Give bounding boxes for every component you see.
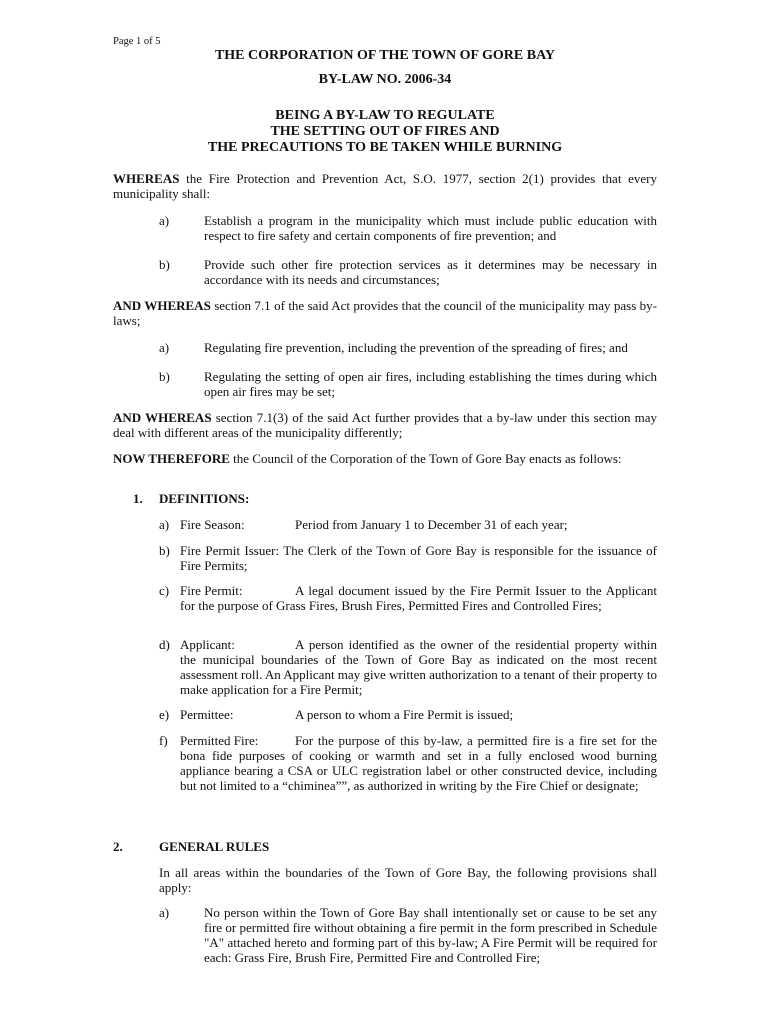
definition-term: Permitted Fire: [180,733,259,748]
therefore-paragraph [113,451,657,466]
definition-text: A person identified as the owner of the residential property within the municipal boundaries of the Town of Gore Bay as indicated on the most recent assessment roll. An Applicant may give written authorization to a tenant of their property to make application for a Fire Permit; [180,637,657,697]
definition-label: e) [159,707,170,722]
whereas-paragraph-2 [113,298,657,328]
section-number: 1. [133,491,143,506]
page-number: Page 1 of 5 [113,36,161,47]
section-intro: In all areas within the boundaries of the Town of Gore Bay, the following provisions shall apply: [159,865,657,895]
definition-label: c) [159,583,170,598]
definition-label: b) [159,543,170,558]
subtitle-line-2: THE SETTING OUT OF FIRES AND [270,124,500,139]
definition-term: Fire Permit: [180,583,243,598]
subtitle-line-1: BEING A BY-LAW TO REGULATE [275,108,495,123]
definition-term: Fire Season: [180,517,245,532]
definition-text: Period from January 1 to December 31 of each year; [295,517,568,532]
definition-label: f) [159,733,168,748]
whereas-lead: WHEREAS [113,171,180,186]
whereas-lead: AND WHEREAS [113,298,211,313]
list-label: a) [159,905,170,920]
definition-text: The Clerk of the Town of Gore Bay is responsible for the issuance of Fire Permits; [180,543,658,573]
definition-label: a) [159,517,170,532]
whereas-text: section 7.1(3) of the said Act further provides that a by-law under this section may deal with different areas of the municipality differently; [113,410,658,440]
definition-term: Permittee: [180,707,234,722]
definition-label: d) [159,637,170,652]
list-item-text: Provide such other fire protection services as it determines may be necessary in accordance with its needs and circumstances; [204,257,657,287]
section-number: 2. [113,839,123,854]
definition-term: Applicant: [180,637,235,652]
whereas-lead: AND WHEREAS [113,410,212,425]
whereas-paragraph-3 [113,410,657,440]
list-label: a) [159,340,170,355]
definition-text: A person to whom a Fire Permit is issued; [295,707,514,722]
list-item-text: Regulating fire prevention, including the prevention of the spreading of fires; and [204,340,628,355]
whereas-paragraph-1 [113,171,657,201]
list-item-text: Regulating the setting of open air fires, including establishing the times during which open air fires may be set; [204,369,657,399]
list-label: b) [159,369,170,384]
whereas-text: the Fire Protection and Prevention Act, S.O. 1977, section 2(1) provides that every municipality shall: [113,171,657,201]
therefore-lead: NOW THEREFORE [113,451,230,466]
list-label: a) [159,213,170,228]
whereas-text: section 7.1 of the said Act provides that the council of the municipality may pass by-laws; [113,298,657,328]
therefore-text: the Council of the Corporation of the Town of Gore Bay enacts as follows: [229,451,622,466]
section-heading: GENERAL RULES [159,839,270,854]
section-heading: DEFINITIONS: [159,491,250,506]
subtitle-line-3: THE PRECAUTIONS TO BE TAKEN WHILE BURNING [207,140,563,155]
definition-text: For the purpose of this by-law, a permitted fire is a fire set for the bona fide purposes of cooking or warmth and set in a fully enclosed wood burning appliance bearing a CSA or ULC registration label or other constructed device, including but not limited to a “chiminea””, as authorized in writing by the Fire Chief or designate; [180,733,657,793]
list-item-text: No person within the Town of Gore Bay shall intentionally set or cause to be set any fire or permitted fire without obtaining a fire permit in the form prescribed in Schedule "A" attached hereto and forming part of this by-law; A Fire Permit will be required for each: Grass Fire, Brush Fire, Permitted Fire and Controlled Fire; [204,905,657,965]
definition-term: Fire Permit Issuer: [180,543,280,558]
list-item-text: Establish a program in the municipality which must include public education with respect to fire safety and certain components of fire prevention; and [204,213,657,243]
definition-text: A legal document issued by the Fire Permit Issuer to the Applicant for the purpose of Grass Fires, Brush Fires, Permitted Fires and Controlled Fires; [180,583,657,613]
title-bylaw-number: BY-LAW NO. 2006-34 [318,72,452,87]
title-corporation: THE CORPORATION OF THE TOWN OF GORE BAY [214,48,556,63]
definition-block [180,543,657,573]
list-label: b) [159,257,170,272]
